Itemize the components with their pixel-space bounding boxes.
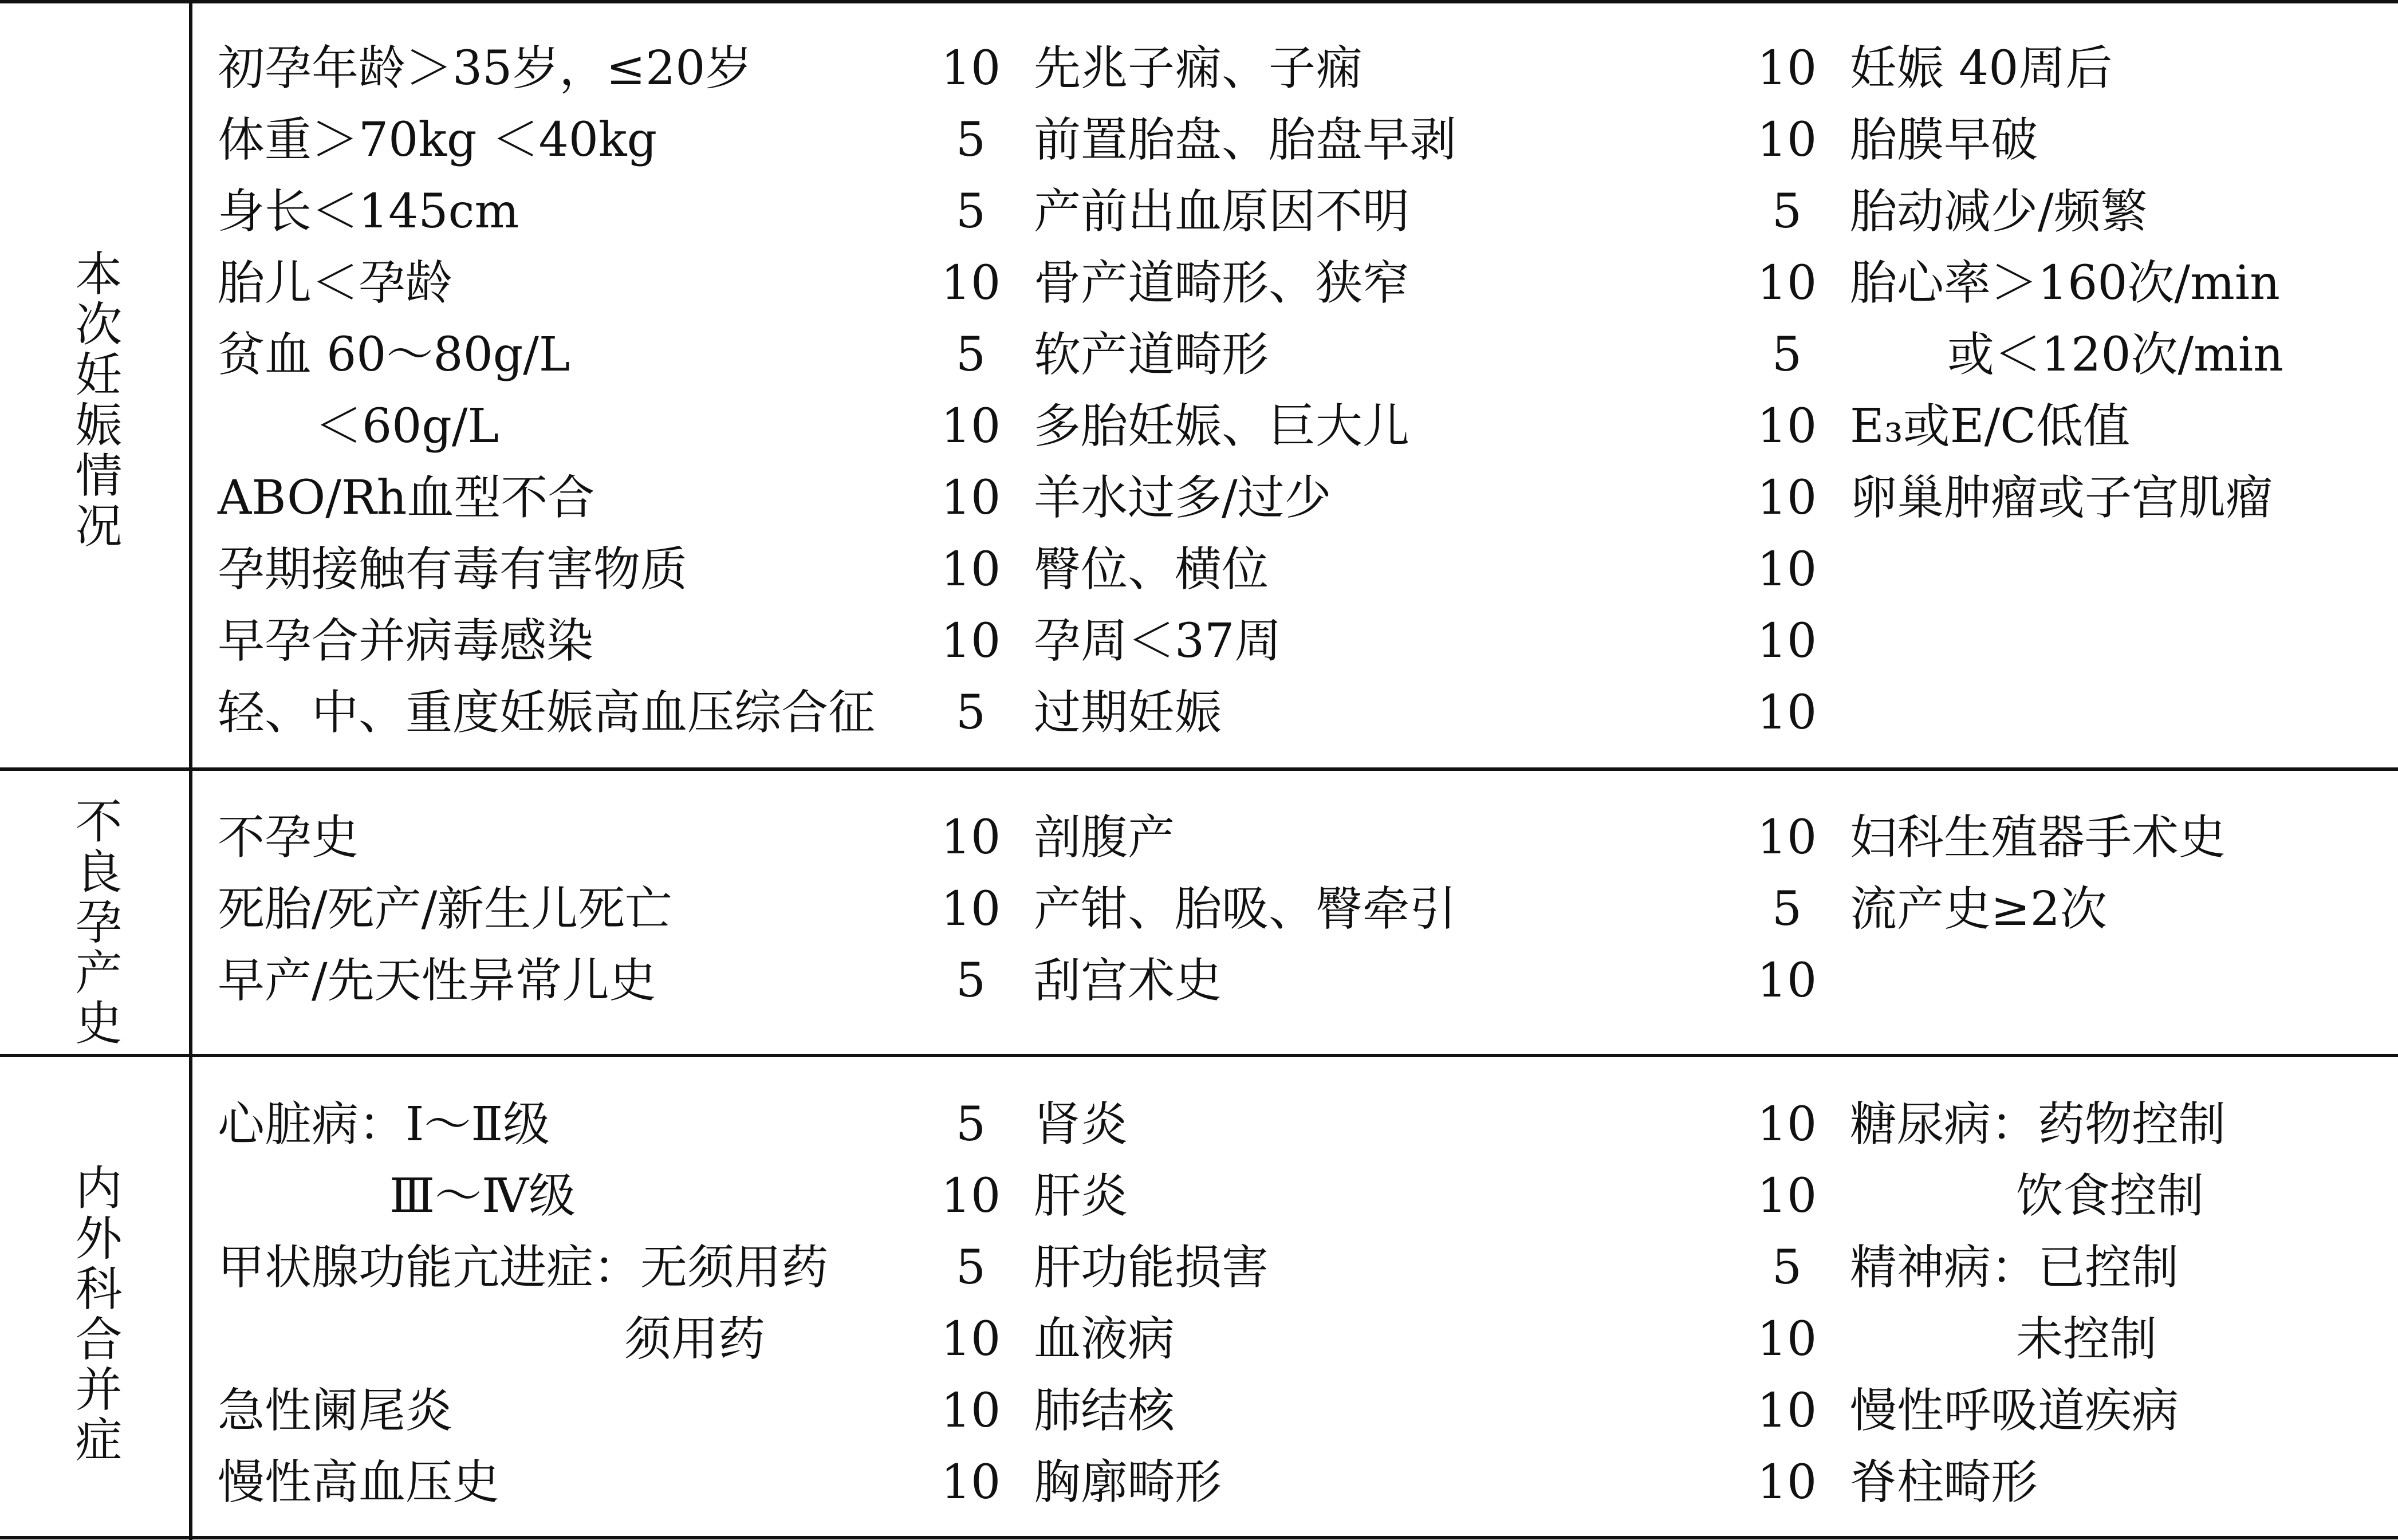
risk-item: 肾炎 (1034, 1097, 1128, 1152)
risk-score: 5 (955, 1097, 986, 1152)
risk-score: 10 (1757, 113, 1817, 167)
section-label: 本次妊娠情况 (68, 249, 122, 552)
risk-item: 脊柱畸形 (1850, 1455, 2038, 1510)
risk-item: 死胎/死产/新生儿死亡 (218, 882, 672, 936)
table-row (0, 33, 2398, 104)
risk-score: 10 (940, 1455, 1001, 1510)
risk-score: 5 (1771, 328, 1802, 382)
risk-score: 5 (1771, 1240, 1802, 1295)
risk-item: Ⅲ～Ⅳ级 (389, 1169, 576, 1223)
risk-score: 10 (1757, 614, 1817, 668)
risk-score: 10 (940, 542, 1001, 597)
risk-item: 羊水过多/过少 (1034, 471, 1332, 525)
table-row (0, 176, 2398, 247)
table-row (0, 1375, 2398, 1447)
risk-item: 胸廓畸形 (1034, 1455, 1222, 1510)
risk-score: 5 (955, 1240, 986, 1295)
risk-score: 10 (940, 399, 1001, 454)
table-row (0, 1232, 2398, 1303)
risk-score: 5 (955, 184, 986, 239)
table-row (0, 677, 2398, 749)
risk-score: 10 (1757, 1455, 1817, 1510)
risk-score: 5 (955, 328, 986, 382)
risk-item: 早孕合并病毒感染 (218, 614, 594, 668)
risk-item: 卵巢肿瘤或子宫肌瘤 (1850, 471, 2273, 525)
risk-item: 体重＞70kg ＜40kg (218, 113, 657, 167)
risk-item: 孕周＜37周 (1034, 614, 1282, 668)
table-bottom-border (0, 1536, 2398, 1539)
risk-item: 刮宫术史 (1034, 954, 1222, 1008)
risk-score: 10 (1757, 1097, 1817, 1152)
section-label: 不良孕产史 (68, 797, 122, 1049)
risk-item: 饮食控制 (2016, 1169, 2204, 1223)
risk-score: 5 (1771, 184, 1802, 239)
section-comorbidities (0, 1057, 2398, 1536)
risk-score: 10 (1757, 1169, 1817, 1223)
risk-item: 肺结核 (1034, 1384, 1175, 1438)
risk-score: 10 (940, 810, 1001, 865)
risk-item: 软产道畸形 (1034, 328, 1269, 382)
table-row (0, 247, 2398, 319)
risk-item: 胎膜早破 (1850, 113, 2038, 167)
table-row (0, 1160, 2398, 1232)
risk-item: 过期妊娠 (1034, 686, 1222, 740)
risk-item: 妇科生殖器手术史 (1850, 810, 2226, 865)
table-row (0, 1303, 2398, 1375)
section-label: 内外科合并症 (68, 1163, 122, 1466)
risk-item: 慢性呼吸道疾病 (1850, 1384, 2179, 1438)
risk-score: 10 (1757, 1384, 1817, 1438)
risk-item: 未控制 (2016, 1312, 2157, 1366)
risk-item: 血液病 (1034, 1312, 1175, 1366)
risk-item: ABO/Rh血型不合 (218, 471, 595, 525)
risk-item: 心脏病：Ⅰ～Ⅱ级 (218, 1097, 550, 1152)
risk-score: 10 (1757, 686, 1817, 740)
risk-score: 5 (955, 686, 986, 740)
risk-item: 贫血 60～80g/L (218, 328, 570, 382)
table-row (0, 319, 2398, 391)
risk-item: 骨产道畸形、狭窄 (1034, 256, 1410, 310)
risk-item: 产前出血原因不明 (1034, 184, 1410, 239)
risk-score: 10 (940, 256, 1001, 310)
risk-item: E₃或E/C低值 (1850, 399, 2130, 454)
risk-score: 10 (940, 471, 1001, 525)
risk-item: 早产/先天性异常儿史 (218, 954, 656, 1008)
risk-score: 5 (1771, 882, 1802, 936)
section-adverse-history (0, 771, 2398, 1054)
risk-item: 先兆子痫、子痫 (1034, 41, 1363, 96)
risk-score: 5 (955, 954, 986, 1008)
risk-score: 10 (1757, 471, 1817, 525)
risk-item: 肝功能损害 (1034, 1240, 1269, 1295)
risk-score: 10 (1757, 542, 1817, 597)
risk-score: 10 (940, 41, 1001, 96)
risk-item: 甲状腺功能亢进症：无须用药 (218, 1240, 829, 1295)
table-row (0, 462, 2398, 534)
risk-item: 须用药 (624, 1312, 766, 1366)
risk-item: 轻、中、重度妊娠高血压综合征 (218, 686, 876, 740)
risk-score: 10 (1757, 954, 1817, 1008)
risk-item: 急性阑尾炎 (218, 1384, 453, 1438)
table-row (0, 534, 2398, 605)
risk-item: 剖腹产 (1034, 810, 1175, 865)
risk-item: 肝炎 (1034, 1169, 1128, 1223)
risk-item: 糖尿病：药物控制 (1850, 1097, 2226, 1152)
risk-score: 10 (940, 1312, 1001, 1366)
table-row (0, 391, 2398, 462)
table-row (0, 605, 2398, 677)
risk-item: 身长＜145cm (218, 184, 519, 239)
table-row (0, 1447, 2398, 1518)
table-row (0, 802, 2398, 873)
risk-item: 多胎妊娠、巨大儿 (1034, 399, 1410, 454)
risk-item: 或＜120次/min (1947, 328, 2283, 382)
risk-item: 胎儿＜孕龄 (218, 256, 453, 310)
risk-score: 10 (1757, 810, 1817, 865)
risk-item: ＜60g/L (315, 399, 499, 454)
risk-score: 10 (1757, 256, 1817, 310)
risk-item: 慢性高血压史 (218, 1455, 500, 1510)
risk-score: 10 (1757, 399, 1817, 454)
risk-score: 5 (955, 113, 986, 167)
risk-item: 臀位、横位 (1034, 542, 1269, 597)
risk-item: 初孕年龄＞35岁，≤20岁 (218, 41, 753, 96)
risk-item: 产钳、胎吸、臀牵引 (1034, 882, 1457, 936)
table-row (0, 945, 2398, 1017)
table-row (0, 1089, 2398, 1160)
risk-item: 精神病：已控制 (1850, 1240, 2179, 1295)
risk-score: 10 (940, 882, 1001, 936)
section-current-pregnancy (0, 0, 2398, 767)
risk-item: 流产史≥2次 (1850, 882, 2107, 936)
risk-item: 妊娠 40周后 (1850, 41, 2113, 96)
table-row (0, 104, 2398, 176)
risk-score: 10 (940, 1384, 1001, 1438)
risk-item: 胎心率＞160次/min (1850, 256, 2280, 310)
risk-item: 不孕史 (218, 810, 359, 865)
risk-score: 10 (940, 1169, 1001, 1223)
table-row (0, 873, 2398, 945)
risk-score: 10 (1757, 41, 1817, 96)
risk-item: 孕期接触有毒有害物质 (218, 542, 688, 597)
risk-score: 10 (940, 614, 1001, 668)
risk-item: 胎动减少/频繁 (1850, 184, 2148, 239)
risk-item: 前置胎盘、胎盘早剥 (1034, 113, 1457, 167)
risk-score: 10 (1757, 1312, 1817, 1366)
